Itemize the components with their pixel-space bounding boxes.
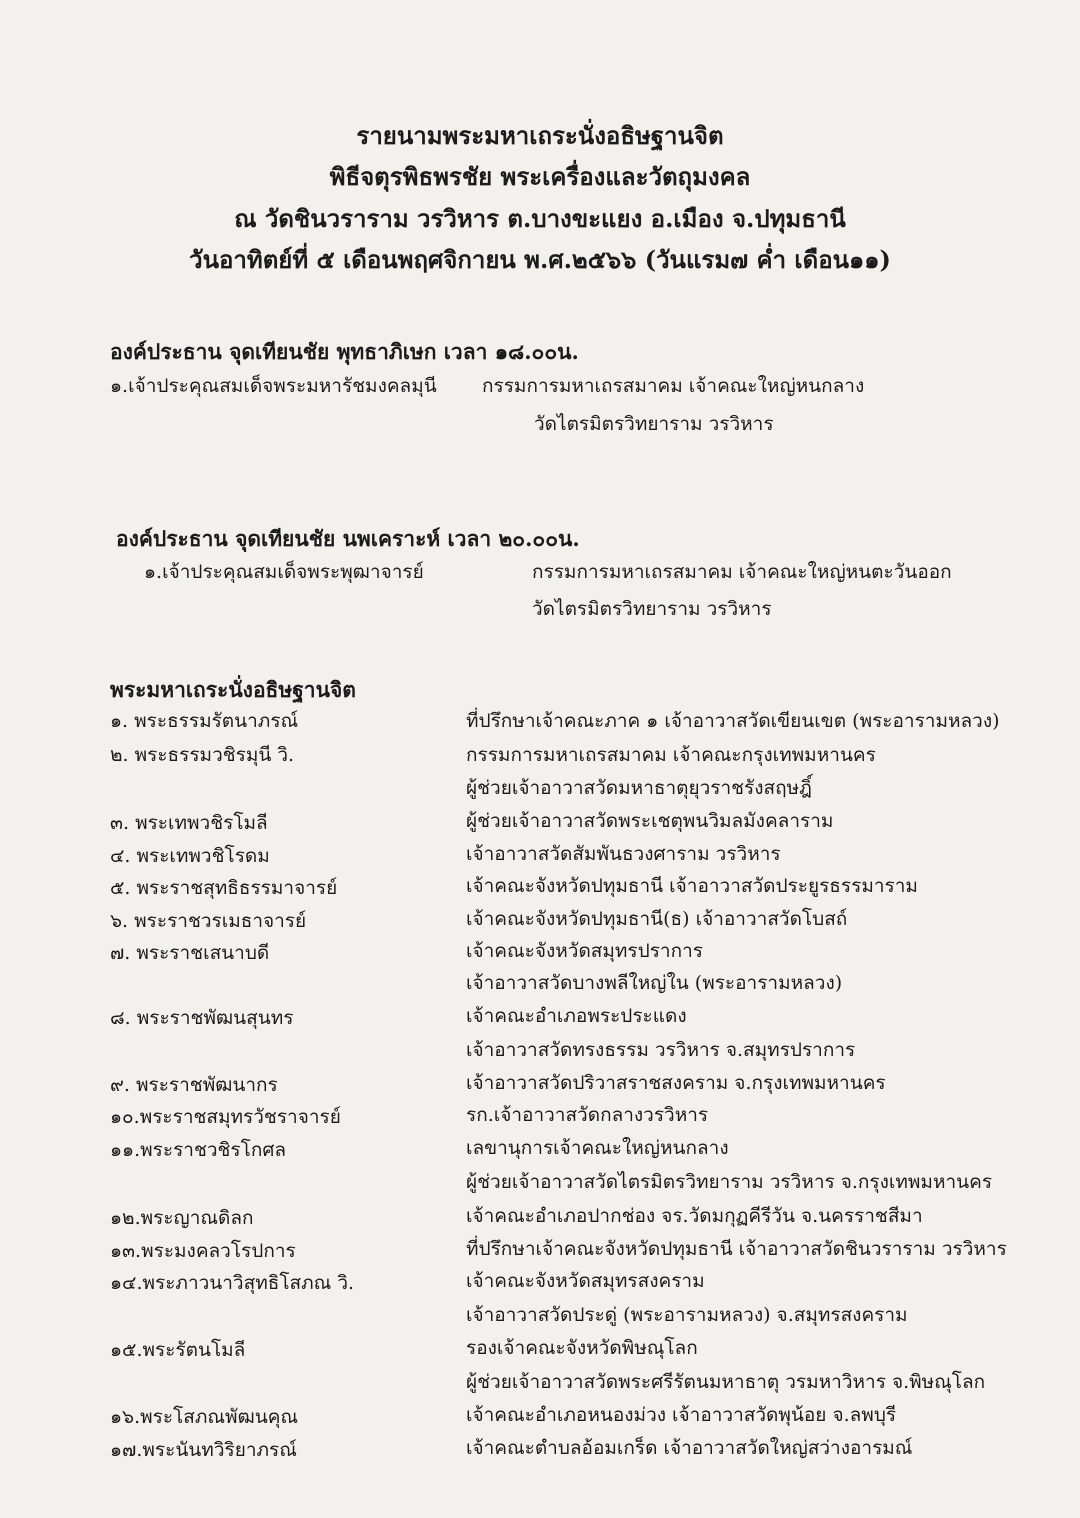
monk-name: ๑๕.พระรัตนโมลี [110,1339,246,1361]
monk-name: ๑๒.พระญาณดิลก [110,1207,254,1229]
president1-name: ๑.เจ้าประคุณสมเด็จพระมหารัชมงคลมุนี [110,375,437,397]
monk-name: ๑๓.พระมงคลวโรปการ [110,1240,296,1262]
president1-role-1: กรรมการมหาเถรสมาคม เจ้าคณะใหญ่หนกลาง [482,375,865,397]
monk-role: เจ้าคณะจังหวัดสมุทรสงคราม [466,1270,705,1292]
monk-role: เลขานุการเจ้าคณะใหญ่หนกลาง [466,1137,729,1159]
monk-name: ๙. พระราชพัฒนากร [110,1074,278,1096]
document-title: รายนามพระมหาเถระนั่งอธิษฐานจิต [356,121,724,150]
ceremony-date: วันอาทิตย์ที่ ๕ เดือนพฤศจิกายน พ.ศ.๒๕๖๖ (วันแรม๗ ค่ำ เดือน๑๑) [189,245,891,274]
monk-name: ๑๑.พระราชวชิรโกศล [110,1139,287,1161]
monk-name: ๕. พระราชสุทธิธรรมาจารย์ [110,877,338,899]
monk-role: เจ้าคณะตำบลอ้อมเกร็ด เจ้าอาวาสวัดใหญ่สว่างอารมณ์ [466,1437,913,1459]
president2-name: ๑.เจ้าประคุณสมเด็จพระพุฒาจารย์ [144,561,424,583]
monk-name: ๑๔.พระภาวนาวิสุทธิโสภณ วิ. [110,1272,355,1294]
monk-name: ๓. พระเทพวชิรโมลี [110,812,268,834]
monk-role: เจ้าอาวาสวัดบางพลีใหญ่ใน (พระอารามหลวง) [466,972,843,994]
president2-role-1: กรรมการมหาเถรสมาคม เจ้าคณะใหญ่หนตะวันออก [532,561,952,583]
monk-name: ๒. พระธรรมวชิรมุนี วิ. [110,744,295,766]
monk-name: ๖. พระราชวรเมธาจารย์ [110,910,307,932]
monk-role: ผู้ช่วยเจ้าอาวาสวัดไตรมิตรวิทยาราม วรวิหาร จ.กรุงเทพมหานคร [466,1171,993,1193]
monk-name: ๑. พระธรรมรัตนาภรณ์ [110,710,299,732]
ceremony-location: ณ วัดชินวราราม วรวิหาร ต.บางขะแยง อ.เมือง จ.ปทุมธานี [234,204,846,233]
monk-role: ที่ปรึกษาเจ้าคณะจังหวัดปทุมธานี เจ้าอาวาสวัดชินวราราม วรวิหาร [466,1238,1007,1260]
monk-role: เจ้าคณะจังหวัดสมุทรปราการ [466,940,703,962]
monk-role: รก.เจ้าอาวาสวัดกลางวรวิหาร [466,1104,709,1126]
monk-role: เจ้าคณะอำเภอปากช่อง จร.วัดมกุฏคีรีวัน จ.นครราชสีมา [466,1205,923,1227]
monk-role: ผู้ช่วยเจ้าอาวาสวัดมหาธาตุยุวราชรังสฤษฎิ์ [466,777,812,799]
monk-name: ๗. พระราชเสนาบดี [110,942,270,964]
monk-role: รองเจ้าคณะจังหวัดพิษณุโลก [466,1337,698,1359]
president1-heading: องค์ประธาน จุดเทียนชัย พุทธาภิเษก เวลา ๑๘.๐๐น. [110,339,579,364]
monk-role: เจ้าอาวาสวัดสัมพันธวงศาราม วรวิหาร [466,843,781,865]
monk-role: เจ้าอาวาสวัดปริวาสราชสงคราม จ.กรุงเทพมหานคร [466,1072,886,1094]
monk-role: เจ้าคณะอำเภอหนองม่วง เจ้าอาวาสวัดพุน้อย จ.ลพบุรี [466,1404,897,1426]
monk-role: ที่ปรึกษาเจ้าคณะภาค ๑ เจ้าอาวาสวัดเขียนเขต (พระอารามหลวง) [466,710,1000,732]
ceremony-name: พิธีจตุรพิธพรชัย พระเครื่องและวัตถุมงคล [329,162,751,191]
president2-heading: องค์ประธาน จุดเทียนชัย นพเคราะห์ เวลา ๒๐.๐๐น. [116,526,580,551]
monk-name: ๔. พระเทพวชิโรดม [110,845,270,867]
president1-role-2: วัดไตรมิตรวิทยาราม วรวิหาร [534,413,774,435]
monk-name: ๘. พระราชพัฒนสุนทร [110,1007,294,1029]
monks-heading: พระมหาเถระนั่งอธิษฐานจิต [110,677,356,702]
monk-name: ๑๗.พระนันทวิริยาภรณ์ [110,1439,297,1461]
monk-role: กรรมการมหาเถรสมาคม เจ้าคณะกรุงเทพมหานคร [466,744,876,766]
monk-role: ผู้ช่วยเจ้าอาวาสวัดพระเชตุพนวิมลมังคลาราม [466,810,834,832]
monk-name: ๑๖.พระโสภณพัฒนคุณ [110,1406,299,1428]
monk-role: เจ้าอาวาสวัดประดู่ (พระอารามหลวง) จ.สมุทรสงคราม [466,1304,908,1326]
monk-role: ผู้ช่วยเจ้าอาวาสวัดพระศรีรัตนมหาธาตุ วรมหาวิหาร จ.พิษณุโลก [466,1371,986,1393]
monk-role: เจ้าคณะจังหวัดปทุมธานี เจ้าอาวาสวัดประยูรธรรมาราม [466,875,918,897]
president2-role-2: วัดไตรมิตรวิทยาราม วรวิหาร [532,598,772,620]
monk-role: เจ้าคณะอำเภอพระประแดง [466,1005,687,1027]
monk-role: เจ้าอาวาสวัดทรงธรรม วรวิหาร จ.สมุทรปราการ [466,1039,856,1061]
monk-name: ๑๐.พระราชสมุทรวัชราจารย์ [110,1106,341,1128]
monk-role: เจ้าคณะจังหวัดปทุมธานี(ธ) เจ้าอาวาสวัดโบสถ์ [466,908,848,930]
